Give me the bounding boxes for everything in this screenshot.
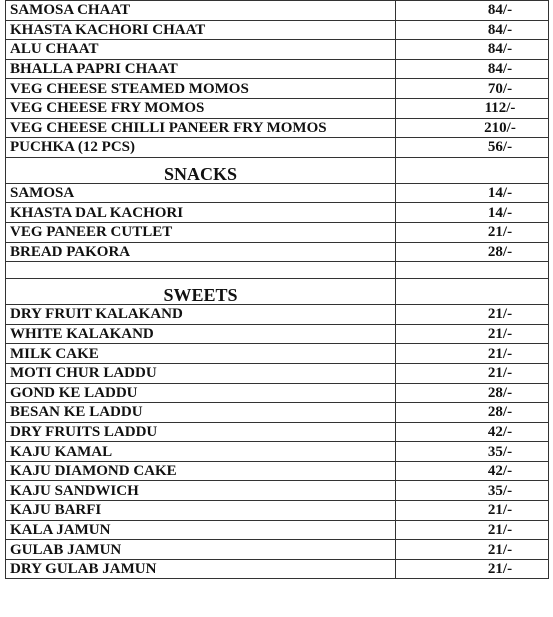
menu-item-row: [6, 40, 549, 60]
blank-row: [6, 262, 549, 279]
item-price: 28/-: [396, 403, 549, 423]
menu-item-row: [6, 461, 549, 481]
item-price: 21/-: [396, 324, 549, 344]
item-price: 35/-: [396, 481, 549, 501]
menu-item-row: [6, 559, 549, 579]
item-name: SAMOSA CHAAT: [6, 1, 396, 21]
item-price: 21/-: [396, 363, 549, 383]
item-name: DRY FRUITS LADDU: [6, 422, 396, 442]
item-name: KHASTA KACHORI CHAAT: [6, 20, 396, 40]
section-title: SWEETS: [6, 279, 396, 305]
menu-item-row: [6, 344, 549, 364]
item-name: PUCHKA (12 PCS): [6, 138, 396, 158]
item-price: 210/-: [396, 118, 549, 138]
item-name: WHITE KALAKAND: [6, 324, 396, 344]
item-price: 84/-: [396, 20, 549, 40]
menu-item-row: [6, 242, 549, 262]
snacks-section-header: [6, 157, 549, 183]
item-name: MILK CAKE: [6, 344, 396, 364]
menu-item-row: [6, 183, 549, 203]
menu-item-row: [6, 501, 549, 521]
menu-item-row: [6, 403, 549, 423]
item-name: BESAN KE LADDU: [6, 403, 396, 423]
sweets-section-header: [6, 279, 549, 305]
item-name: MOTI CHUR LADDU: [6, 363, 396, 383]
item-name: GULAB JAMUN: [6, 540, 396, 560]
menu-item-row: [6, 363, 549, 383]
item-price: 21/-: [396, 559, 549, 579]
item-name: VEG CHEESE STEAMED MOMOS: [6, 79, 396, 99]
menu-item-row: [6, 481, 549, 501]
item-name: VEG CHEESE CHILLI PANEER FRY MOMOS: [6, 118, 396, 138]
item-price: 42/-: [396, 461, 549, 481]
item-price: 14/-: [396, 203, 549, 223]
item-name: KAJU SANDWICH: [6, 481, 396, 501]
item-price: 56/-: [396, 138, 549, 158]
item-price: 70/-: [396, 79, 549, 99]
menu-item-row: [6, 20, 549, 40]
menu-item-row: [6, 222, 549, 242]
menu-item-row: [6, 79, 549, 99]
item-price: 112/-: [396, 98, 549, 118]
item-price: 21/-: [396, 501, 549, 521]
menu-item-row: [6, 324, 549, 344]
item-name: VEG PANEER CUTLET: [6, 222, 396, 242]
item-name: GOND KE LADDU: [6, 383, 396, 403]
blank-cell: [6, 262, 396, 279]
menu-item-row: [6, 138, 549, 158]
item-name: BHALLA PAPRI CHAAT: [6, 59, 396, 79]
item-price: 21/-: [396, 344, 549, 364]
section-price-cell: [396, 279, 549, 305]
item-price: 84/-: [396, 1, 549, 21]
section-price-cell: [396, 157, 549, 183]
item-price: 21/-: [396, 305, 549, 325]
section-title: SNACKS: [6, 157, 396, 183]
item-name: KALA JAMUN: [6, 520, 396, 540]
item-price: 28/-: [396, 242, 549, 262]
menu-item-row: [6, 383, 549, 403]
item-name: BREAD PAKORA: [6, 242, 396, 262]
item-price: 28/-: [396, 383, 549, 403]
item-name: KAJU KAMAL: [6, 442, 396, 462]
menu-item-row: [6, 442, 549, 462]
item-name: SAMOSA: [6, 183, 396, 203]
item-price: 35/-: [396, 442, 549, 462]
item-price: 42/-: [396, 422, 549, 442]
item-price: 84/-: [396, 59, 549, 79]
menu-item-row: [6, 540, 549, 560]
item-name: DRY GULAB JAMUN: [6, 559, 396, 579]
menu-item-row: [6, 305, 549, 325]
menu-item-row: [6, 520, 549, 540]
item-price: 21/-: [396, 222, 549, 242]
menu-item-row: [6, 59, 549, 79]
menu-item-row: [6, 118, 549, 138]
item-name: KHASTA DAL KACHORI: [6, 203, 396, 223]
menu-item-row: [6, 422, 549, 442]
menu-item-row: [6, 203, 549, 223]
item-name: VEG CHEESE FRY MOMOS: [6, 98, 396, 118]
menu-item-row: [6, 98, 549, 118]
item-name: DRY FRUIT KALAKAND: [6, 305, 396, 325]
menu-table: [5, 0, 549, 579]
blank-cell: [396, 262, 549, 279]
item-price: 14/-: [396, 183, 549, 203]
item-name: KAJU BARFI: [6, 501, 396, 521]
menu-item-row: [6, 1, 549, 21]
item-name: KAJU DIAMOND CAKE: [6, 461, 396, 481]
item-price: 84/-: [396, 40, 549, 60]
item-name: ALU CHAAT: [6, 40, 396, 60]
item-price: 21/-: [396, 520, 549, 540]
item-price: 21/-: [396, 540, 549, 560]
